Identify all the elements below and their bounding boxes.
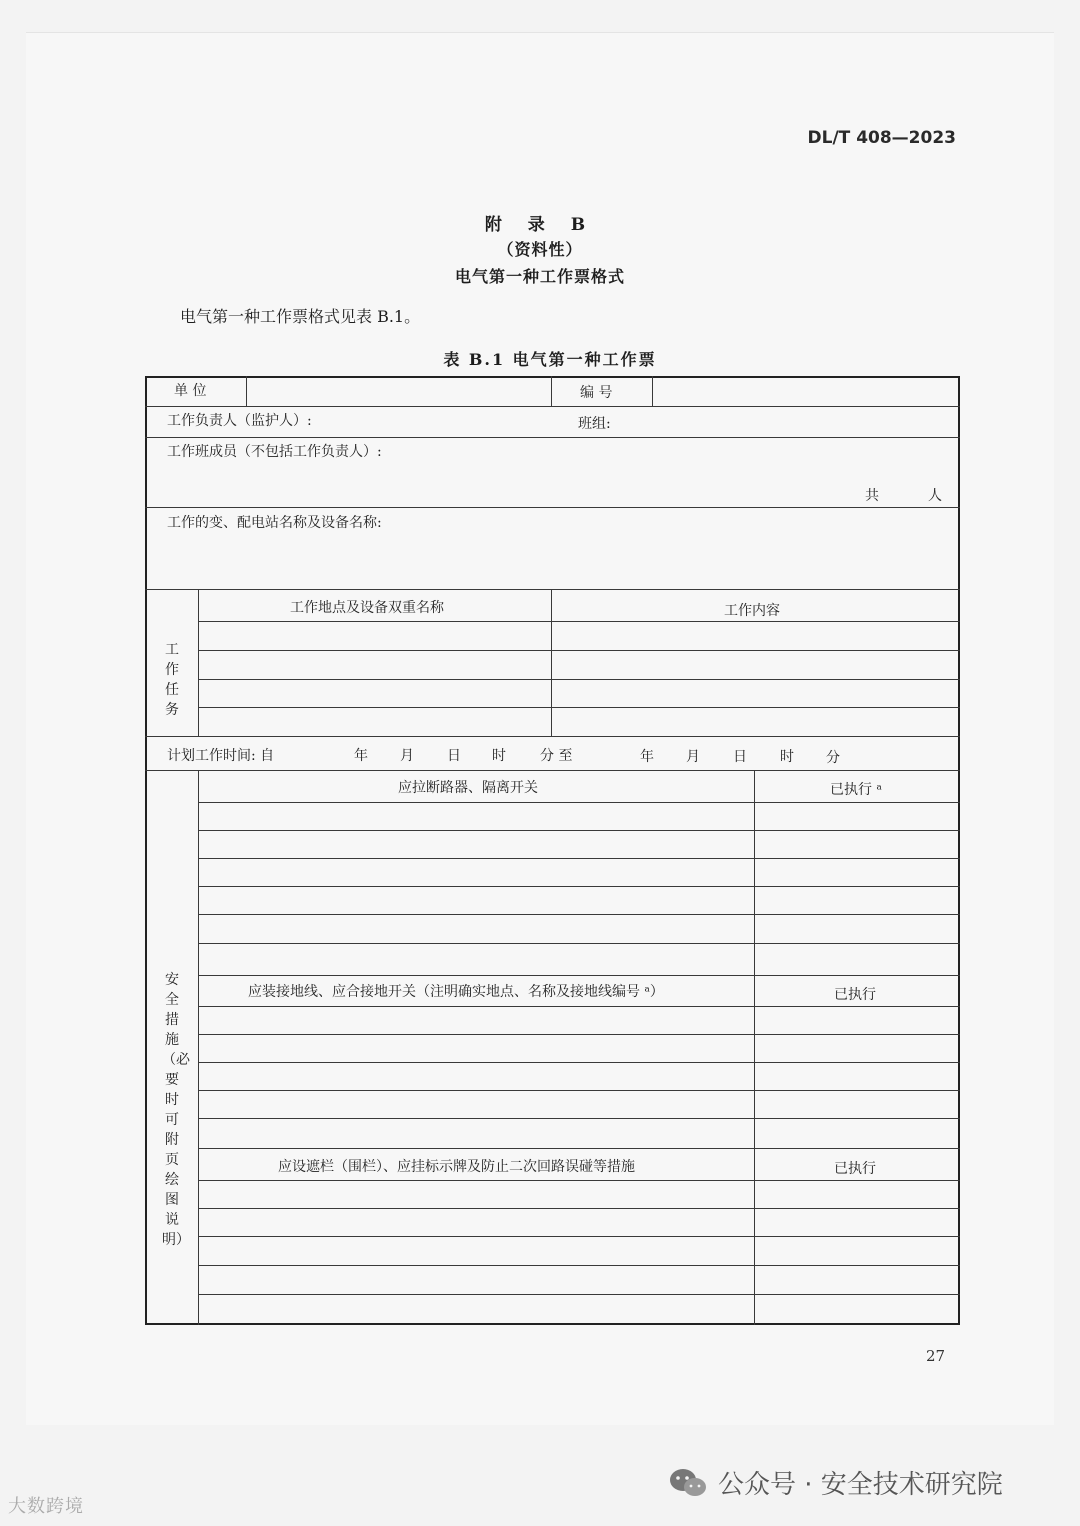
safety-section-2-done: 已执行 <box>834 987 876 1003</box>
unit-label: 单 位 <box>174 383 207 399</box>
safety-label: 安全措施（必要时可附页绘图说明） <box>162 972 190 1248</box>
plan-hour-end: 时 <box>780 749 794 765</box>
plan-hour: 时 <box>492 748 506 764</box>
safety-section-3-title: 应设遮栏（围栏）、应挂标示牌及防止二次回路误碰等措施 <box>278 1159 635 1175</box>
plan-time-label: 计划工作时间: 自 <box>167 748 275 764</box>
safety-section-2-title: 应装接地线、应合接地开关（注明确实地点、名称及接地线编号 ᵃ） <box>248 984 664 1000</box>
standard-code: DL/T 408—2023 <box>807 128 956 148</box>
plan-minute-to: 分 至 <box>540 748 573 764</box>
plan-month-end: 月 <box>686 749 700 765</box>
watermark-left <box>8 1492 84 1518</box>
total-label: 共 <box>865 488 879 504</box>
plan-year-end: 年 <box>640 749 654 765</box>
team-label: 班组: <box>578 416 611 432</box>
watermark-right-text: 公众号 · 安全技术研究院 <box>718 1470 1003 1500</box>
task-col-location: 工作地点及设备双重名称 <box>290 600 444 616</box>
page-number: 27 <box>926 1347 946 1365</box>
task-col-content: 工作内容 <box>724 603 780 619</box>
task-label: 工作任务 <box>165 642 179 718</box>
members-label: 工作班成员（不包括工作负责人）: <box>167 444 382 460</box>
people-label: 人 <box>928 488 942 504</box>
plan-minute-end: 分 <box>826 750 840 766</box>
wechat-icon <box>668 1467 708 1499</box>
plan-year: 年 <box>354 748 368 764</box>
table-caption: 表 B.1 电气第一种工作票 <box>443 350 657 369</box>
plan-day-end: 日 <box>733 749 747 765</box>
watermark-right <box>668 1464 1003 1501</box>
safety-section-1-title: 应拉断路器、隔离开关 <box>398 780 538 796</box>
plan-day: 日 <box>447 748 461 764</box>
leader-label: 工作负责人（监护人）: <box>167 413 312 429</box>
appendix-nature: （资料性） <box>497 240 583 259</box>
intro-text: 电气第一种工作票格式见表 B.1。 <box>180 307 421 326</box>
number-label: 编 号 <box>580 385 613 401</box>
appendix-title: 附 录 B <box>484 215 596 235</box>
plan-month: 月 <box>400 748 414 764</box>
station-label: 工作的变、配电站名称及设备名称: <box>167 515 382 531</box>
safety-section-1-done: 已执行 ᵃ <box>830 782 882 798</box>
safety-section-3-done: 已执行 <box>834 1161 876 1177</box>
watermark-left-text: 大数跨境 <box>8 1496 84 1517</box>
appendix-subtitle: 电气第一种工作票格式 <box>454 267 625 286</box>
